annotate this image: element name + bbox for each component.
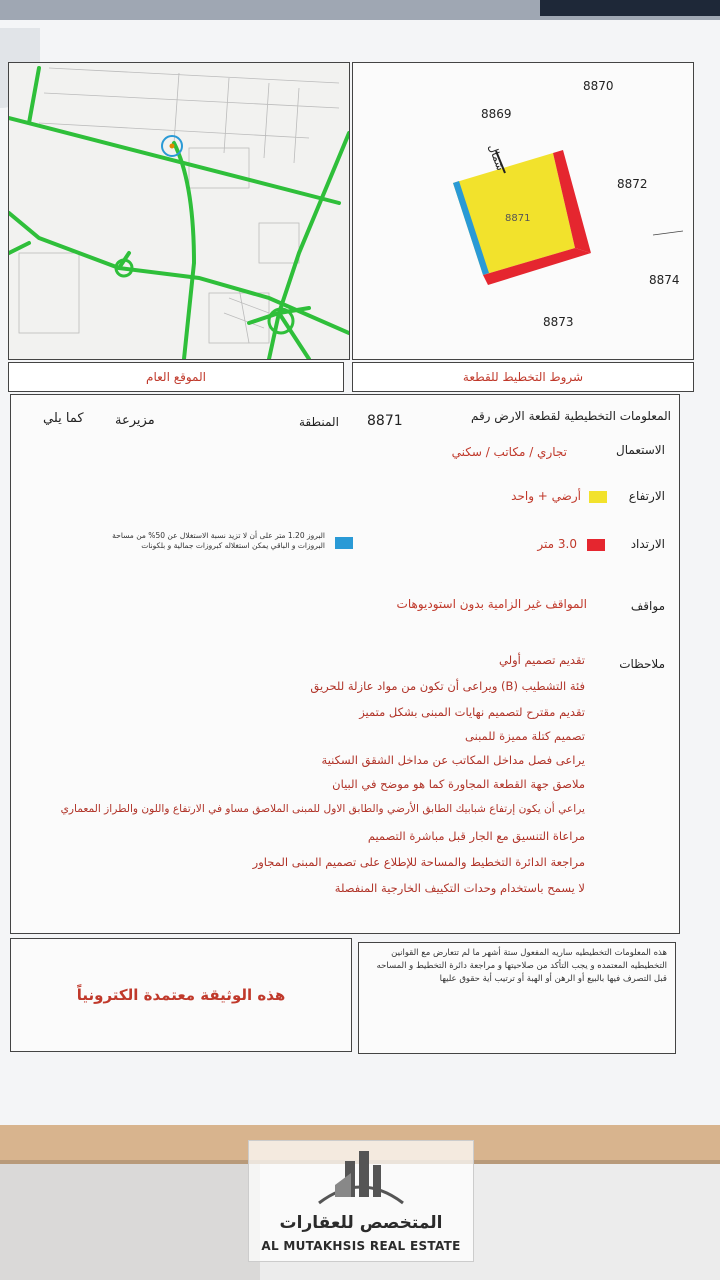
- plot-number-center: 8871: [505, 213, 531, 224]
- planning-info-section: [10, 394, 680, 934]
- parking-label: مواقف: [630, 599, 665, 613]
- general-location-map: [8, 62, 350, 360]
- general-location-label: الموقع العام: [8, 362, 344, 392]
- plot-sketch-drawing: [353, 63, 693, 359]
- plot-conditions-label: شروط التخطيط للقطعة: [352, 362, 694, 392]
- location-map-drawing: [9, 63, 349, 359]
- info-title: المعلومات التخطيطية لقطعة الارض رقم: [470, 409, 671, 423]
- note-6: ملاصق جهة القطعة المجاورة كما هو موضح في البيان: [332, 777, 585, 791]
- building-logo-icon: [249, 1141, 473, 1211]
- setback-color-swatch: [587, 539, 605, 551]
- setback-value: 3.0 متر: [537, 537, 577, 551]
- watermark-english: AL MUTAKHSIS REAL ESTATE: [261, 1239, 461, 1253]
- height-label: الارتفاع: [628, 489, 665, 503]
- as-follows: كما يلي: [43, 411, 84, 426]
- usage-value: تجاري / مكاتب / سكني: [451, 445, 567, 459]
- note-4: تصميم كتلة مميزة للمبنى: [465, 729, 585, 743]
- disclaimer-box: [358, 942, 676, 1054]
- note-7: يراعي أن يكون إرتفاع شبابيك الطابق الأرضي والطابق الاول للمبنى الملاصق مساو في الارتفاع واللون والطراز المعماري: [60, 803, 585, 815]
- parking-value: المواقف غير الزامية بدون استوديوهات: [396, 597, 587, 611]
- background-object: [540, 0, 720, 16]
- area-label: المنطقة: [299, 415, 339, 429]
- plot-number-east-bottom: 8874: [649, 273, 680, 287]
- background-shadow: [0, 1164, 260, 1280]
- notes-label: ملاحظات: [619, 657, 665, 671]
- north-mark: شمال: [485, 142, 508, 173]
- note-10: لا يسمح باستخدام وحدات التكييف الخارجية المنفصلة: [334, 881, 585, 895]
- height-color-swatch: [589, 491, 607, 503]
- note-8: مراعاة التنسيق مع الجار قبل مباشرة التصميم: [367, 829, 585, 843]
- plot-number-east: 8872: [617, 177, 648, 191]
- plot-sketch-map: [352, 62, 694, 360]
- setback-label: الارتداد: [630, 537, 665, 551]
- note-9: مراجعة الدائرة التخطيط والمساحة للإطلاع على تصميم المبنى المجاور: [252, 855, 585, 869]
- authentication-text: هذه الوثيقة معتمدة الكترونياً: [76, 986, 286, 1004]
- plot-number: 8871: [367, 413, 403, 429]
- plot-number-north-left: 8869: [481, 107, 512, 121]
- height-value: أرضي + واحد: [511, 489, 581, 503]
- note-1: تقديم تصميم أولي: [498, 653, 585, 667]
- plot-number-north-right: 8870: [583, 79, 614, 93]
- watermark: [248, 1140, 474, 1262]
- note-2: فئة التشطيب (B) ويراعى أن تكون من مواد عازلة للحريق: [310, 679, 585, 693]
- projection-color-swatch: [335, 537, 353, 549]
- usage-label: الاستعمال: [616, 443, 665, 457]
- authentication-box: [10, 938, 352, 1052]
- note-3: تقديم مقترح لتصميم نهايات المبنى بشكل متميز: [359, 705, 585, 719]
- plot-number-south: 8873: [543, 315, 574, 329]
- watermark-arabic: المتخصص للعقارات: [279, 1213, 443, 1233]
- disclaimer-text: هذه المعلومات التخطيطيه ساريه المفعول ستة أشهر ما لم تتعارض مع القوانين التخطيطيه المعتمده و يجب التأكد من صلاحيتها و مراجعة دائرة التخطيط و المساحه قبل التصرف فيها بالبيع أو الرهن أو الهبة أو ترتيب أية حقوق عليها: [376, 948, 667, 984]
- area-value: مزيرعة: [115, 413, 155, 428]
- note-5: يراعى فصل مداخل المكاتب عن مداخل الشقق السكنية: [321, 753, 585, 767]
- projection-note: البروز 1.20 متر على أن لا تزيد نسبة الاستغلال عن 50% من مساحة البروزات و الباقي يمكن استغلاله كبروزات جمالية و بلكونات: [112, 531, 325, 550]
